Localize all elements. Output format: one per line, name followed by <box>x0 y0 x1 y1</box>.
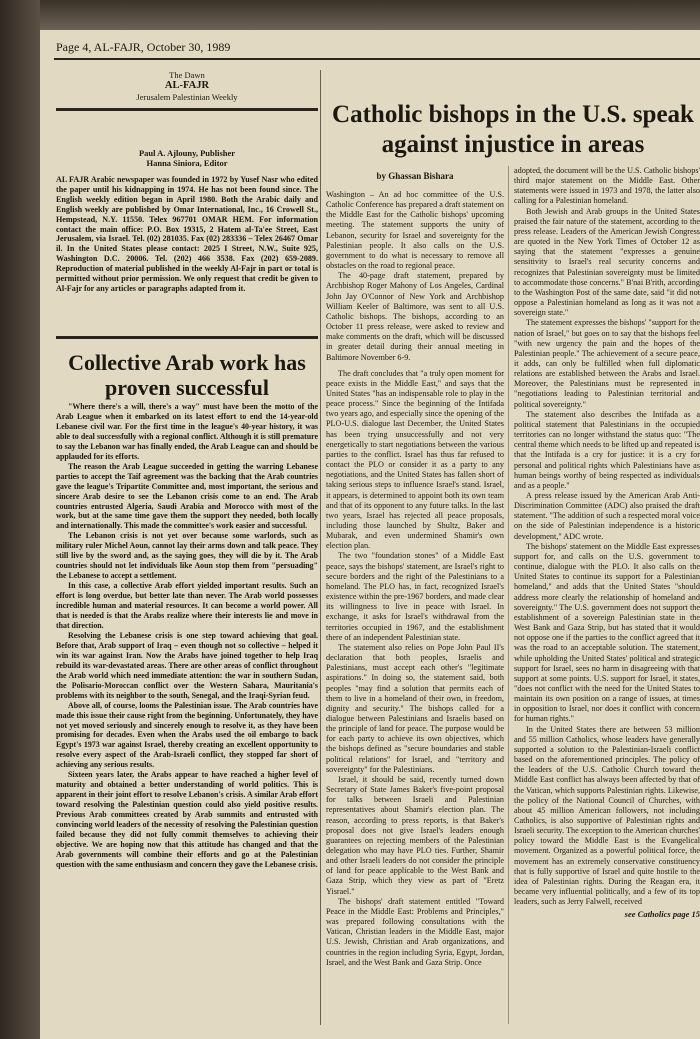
masthead-subtitle: The Dawn <box>169 70 205 80</box>
masthead-name: AL-FAJR <box>164 80 210 91</box>
paragraph: The draft concludes that "a truly open moment for peace exists in the Middle East," and says that the United States "has an indispensable role to play in the peace process." Since the beginning of the Intifada two years ago, and especially since the opening of the PLO-U.S. dialogue last December, the United States has been trying unsuccessfully and not very energetically to start negotiations between the various parties to the conflict. Israel has thus far refused to contact the PLO or consider it as a party to any negotiations, and the United States has fallen short of taking serious steps to influence Israel's stand. Israel, it appears, is determined to appoint both its own team and that of its opponent to any future talks. In the last two years, Israel has rejected all peace proposals, including those launched by Shultz, Baker and Mubarak, and even undermined Shamir's own election plan. <box>326 368 504 551</box>
paragraph: The two "foundation stones" of a Middle East peace, says the bishops' statement, are Israel's right to secure borders and the right of the Palestinians to a homeland. The PLO has, in fact, recognized Israel's existence within the pre-1967 borders, and made clear its willingness to live in peace with Israel. In exchange, it asks for Israel's withdrawal from the territories occupied in 1967, and the establishment there of an independent Palestinian state. <box>326 551 504 642</box>
header-rule <box>54 58 700 60</box>
paragraph: The bishops' statement on the Middle East expresses support for, and calls on the U.S. government to continue, dialogue with the PLO. It also calls on the United States to continue its support for a Palestinian homeland," and adds that the United States "should address more clearly the relationship of homeland and sovereignty." The U.S. government does not support the establishment of a sovereign Palestinian state in the West Bank and Gaza Strip, but has stated that it would not oppose one if the parties to the conflict agreed that it was the road to an acceptable solution. The statement, while upholding the United States' political and strategic support for Israel, sees no harm in disagreeing with that support at some points. U.S. support for Israel, it states, "does not conflict with the need for the United States to maintain its own position on a range of issues, at times in opposition to Israel, nor does it conflict with concern for human rights." <box>514 541 700 724</box>
editor: Hanna Siniora, Editor <box>146 158 228 168</box>
paragraph: Both Jewish and Arab groups in the United States praised the fair nature of the statement, according to the press release. Leaders of the American Jewish Congress are quoted in the New York Times of October 12 as saying that the statement "expresses a genuine sensitivity to Israel's real security concerns and recognizes that Palestinian sovereignty must be limited to accommodate those concerns." B'nai B'rith, according to the Washington Post of the same date, said "it did not oppose a Palestinian homeland as long as it was not a sovereign state." <box>514 206 700 318</box>
paragraph: In this case, a collective Arab effort yielded important results. Such an effort is long overdue, but better late than never. The Arab world possesses incredible human and material resources. It can become a world power. All that is needed is that the Arabs realize where their interests lie and move in that direction. <box>56 581 318 630</box>
continued-reference: see Catholics page 15 <box>624 909 700 920</box>
notice-rule <box>56 336 318 339</box>
right-article-title: Catholic bishops in the U.S. speak against injustice in areas <box>332 101 694 158</box>
page-header: Page 4, AL-FAJR, October 30, 1989 <box>56 40 231 54</box>
paragraph: Israel, it should be said, recently turned down Secretary of State James Baker's five-point proposal for talks between Israeli and Palestinian representatives about Shamir's election plan. The reason, according to press reports, is that Baker's proposal does not give Israel's leaders enough guarantees on rejecting members of the Palestinian delegation who may have PLO ties. Further, Shamir and other Israeli leaders do not consider the principle of land for peace applicable to the West Bank and Gaza Strip, which they view as part of "Eretz Yisrael." <box>326 774 504 896</box>
paragraph: The statement also describes the Intifada as a political statement that Palestinians in the occupied territories can no longer withstand the status quo: "The central theme which needs to be lifted up and repeated is that the Intifada is a cry for justice: it is a cry for personal and political rights which Palestinians have as human beings worthy of being respected as individuals and as a people." <box>514 409 700 490</box>
masthead-rule <box>56 108 318 111</box>
paragraph: Washington – An ad hoc committee of the U.S. Catholic Conference has prepared a draft statement on the Middle East for the Catholic bishops' upcoming meeting. The statement supports the unity of Lebanon, security for Israel and sovereignty for the Palestinian people. It also calls on the U.S. government to do what is necessary to remove all obstacles on the road to regional peace. <box>326 190 505 271</box>
masthead-tagline: Jerusalem Palestinian Weekly <box>136 92 238 102</box>
paragraph: The reason the Arab League succeeded in getting the warring Lebanese parties to accept the Taif agreement was the backing that the Arab countries gave the league's Tripartite Committee and, most important, the serious and sincere Arab desire to see the Lebanon crisis come to an end. The Arab countries entrusted Algeria, Saudi Arabia and Morocco with most of the work, but at the same time gave them the support they needed, both locally and internationally. This made the committee's work easier and successful. <box>56 461 318 531</box>
paragraph: Resolving the Lebanese crisis is one step toward achieving that goal. Before that, Arab support of Iraq – even though not so collective – helped it win its war against Iran. Now the Arabs have joined together to help Iraq rebuild its war-devastated areas. There are other areas of conflict throughout the Arab world which need immediate attention: the war in southern Sudan, the Polisario-Moroccan conflict over the Western Sahara, Mauritania's problems with its neighbor to the south, Senegal, and the Iraqi-Syrian feud. <box>56 630 318 700</box>
paragraph: The 40-page draft statement, prepared by Archbishop Roger Mahony of Los Angeles, Cardinal John Jay O'Connor of New York and Archbishop William Keeler of Baltimore, was sent to all U.S. Catholic bishops. The bishops, according to an October 11 press release, were asked to review and make comments on the draft, which will be discussed in greater detail during their annual meeting in Baltimore November 6-9. <box>326 271 504 362</box>
paragraph: In the United States there are between 53 million and 55 million Catholics, whose leaders have generally supported a solution to the Palestinian-Israeli conflict based on the aforementioned principles. The policy of the leaders of the U.S. Catholic Church toward the Middle East conflict has always been affected by that of the Vatican, which supports Palestinian rights. Likewise, the policy of the National Council of Churches, with about 45 million American followers, not including Catholics, is also supportive of Palestinian rights and Israeli security. The exception to the American churches' policy toward the Middle East is the Evangelical movement. Organized as a powerful political force, the movement has an extremely conservative constituency that is fully supportive of Israel and quite hostile to the idea of Palestinian rights. During the Reagan era, it became very influential politically, and a few of its top leaders, such as Jerry Falwell, received <box>514 724 700 907</box>
byline: by Ghassan Bishara <box>376 171 454 181</box>
publication-notice: AL FAJR Arabic newspaper was founded in 1972 by Yusef Nasr who edited the paper until his kidnapping in 1974. He has not been found since. The English weekly edition began in April 1980. Both the Arabic daily and English weekly are published by Omar International, Inc., 16 Crowell St., Hempstead, N.Y. 11550. Telex 967701 OMAR HEM. For information contact the main office: P.O. Box 19315, 2 Hatem al-Ta'ee Street, East Jerusalem, via Israel. Tel. (02) 281035. Fax (02) 283336 – Telex 26467 Omar il. In the United States please contact: 2025 I Street, N.W., Suite 925, Washington D.C. 20006. Tel. (202) 466 3538. Fax (202) 659-2089. Reproduction of material published in the weekly Al-Fajr in part or total is permitted without prior permission. We only request that credit be given to Al-Fajr for any articles or paragraphs adapted from it. <box>56 175 318 293</box>
newspaper-page <box>40 30 700 1039</box>
left-article-body <box>56 402 318 870</box>
binding-edge <box>0 0 40 1039</box>
paragraph: "Where there's a will, there's a way" must have been the motto of the Arab League when it embarked on its latest effort to end the 14-year-old Lebanese civil war. For the first time in the league's 40-year history, it was able to deal successfully with a regional conflict. Although it is still premature to say the Lebanon war has finally ended, the Arab League can and should be applauded for its efforts. <box>56 402 318 461</box>
right-article-column-2 <box>514 166 700 920</box>
paragraph: A press release issued by the American Arab Anti-Discrimination Committee (ADC) also praised the draft statement. "The addition of such a respected moral voice on the side of Palestinian independence is a historic development," ADC wrote. <box>514 491 700 541</box>
paragraph: The statement also relies on Pope John Paul II's declaration that both peoples, Israelis and Palestinians, must accept each other's "legitimate aspirations." In doing so, the statement said, both peoples "may find a solution that permits each of them to live in a homeland of their own, in freedom, dignity and security." The bishops called for a dialogue between Palestinians and Israelis based on the principle of land for peace. The purpose would be for each party to achieve its own objectives, which the bishops defined as "secure boundaries and stable political relations" for Israel, and "territory and sovereignty" for the Palestinians. <box>326 642 504 774</box>
right-article-column-1 <box>326 190 504 968</box>
top-edge <box>40 0 700 30</box>
paragraph: Above all, of course, looms the Palestinian issue. The Arab countries have made this issue their cause right from the beginning. Unfortunately, they have not yet moved seriously and sincerely enough to resolve it, as they have been promising for decades. Even when the Arabs used the oil embargo to back Egypt's 1973 war against Israel, thereby creating an excellent opportunity to resolve every aspect of the Arab-Israeli conflict, they stopped far short of achieving any serious results. <box>56 700 318 770</box>
paragraph: Sixteen years later, the Arabs appear to have reached a higher level of maturity and obtained a better understanding of world politics. This is apparent in their joint effort to resolve Lebanon's crisis. A similar Arab effort toward resolving the Palestinian question could also yield positive results. Previous Arab committees created by Arab summits and entrusted with convincing world leaders of the necessity of resolving the Palestinian question failed because they did not fully commit themselves to achieving their objective. We are hoping now that this attitude has changed and that the Arab governments will combine their efforts and go at the Palestinian question with the same enthusiasm and concern they gave the Lebanese crisis. <box>56 770 318 869</box>
paragraph: adopted, the document will be the U.S. Catholic bishops' third major statement on the Middle East. Other statements were issued in 1973 and 1978, the latter also calling for a Palestinian homeland. <box>514 166 700 206</box>
publisher: Paul A. Ajlouny, Publisher <box>138 148 236 158</box>
column-divider <box>508 166 509 1024</box>
left-article-title: Collective Arab work has proven successful <box>68 350 306 400</box>
paragraph: The bishops' draft statement entitled "Toward Peace in the Middle East: Problems and Principles," was prepared following consultations with the Vatican, Christian leaders in the Middle East, major U.S. Jewish, Christian and Arab organizations, and countries in the region including Syria, Egypt, Jordan, Israel, and the West Bank and Gaza Strip. Once <box>326 896 504 967</box>
paragraph: The statement expresses the bishops' "support for the nation of Israel," but goes on to say that the bishops feel "with new urgency the pain and the hopes of the Palestinian people." The achievement of a secure peace, it adds, can only be fulfilled when full diplomatic relations are established between the Arabs and Israel. Moreover, the Palestinians must be represented in "negotiations leading to Palestinian territorial and political sovereignty." <box>514 318 700 409</box>
paragraph: The Lebanon crisis is not yet over because some warlords, such as military ruler Michel Aoun, cannot lay their arms down and talk peace. They still live by the sword and, as the saying goes, they will die by it. The Arab countries should not let individuals like Aoun stop them from "persuading" the Lebanese to accept a settlement. <box>56 531 318 581</box>
masthead <box>56 70 318 102</box>
column-divider <box>320 70 321 1025</box>
staff-box <box>56 148 318 168</box>
